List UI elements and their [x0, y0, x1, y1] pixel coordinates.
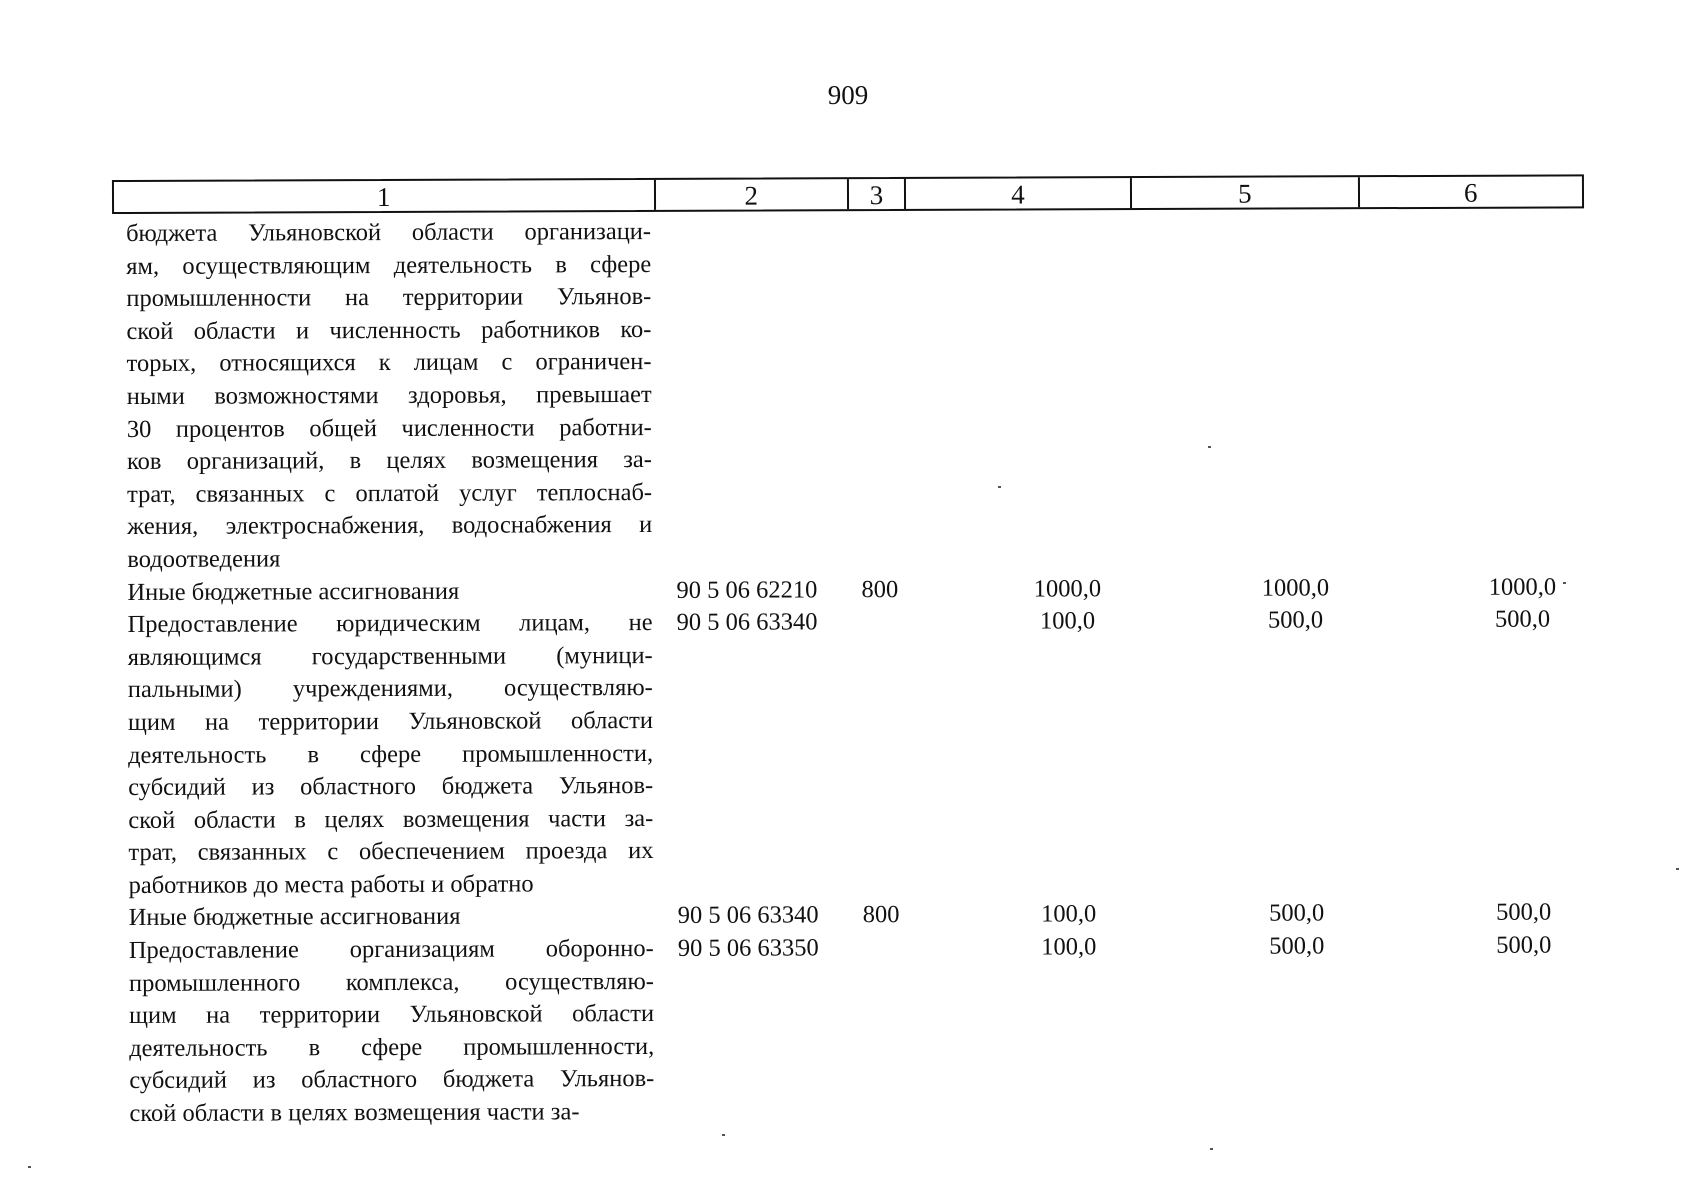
amount-col-6: 500,0 [1494, 605, 1551, 633]
description-line: промышленного комплекса, осуществляю- [128, 967, 654, 997]
row-description [129, 933, 655, 1131]
description-line: деятельность в сфере промышленности, [129, 1032, 655, 1062]
header-cell-4: 4 [906, 178, 1133, 209]
description-line: бюджета Ульяновской области организаци- [126, 217, 652, 247]
amount-col-5: 500,0 [1269, 899, 1325, 928]
page-number: 909 [827, 80, 869, 110]
description-line: работников до места работы и обратно [128, 870, 534, 899]
description-line: ской области и численность работников ко- [126, 315, 652, 345]
amount-col-6: 500,0 [1496, 931, 1552, 959]
scan-speck [1210, 1148, 1213, 1150]
scan-speck [1676, 868, 1679, 870]
expense-type-code: 800 [861, 575, 899, 603]
description-line: торых, относящихся к лицам с ограничен- [126, 348, 652, 378]
description-line: ской области в целях возмещения части за- [129, 1098, 580, 1128]
scan-speck [722, 1134, 725, 1136]
expense-type-code: 800 [862, 901, 900, 929]
description-line: Предоставление организациям оборонно- [128, 935, 654, 965]
amount-col-5: 500,0 [1267, 606, 1324, 634]
description-line: промышленности на территории Ульянов- [126, 283, 652, 313]
row-description [128, 607, 654, 902]
classification-code: 90 5 06 63340 [676, 608, 818, 637]
description-line: ными возможностями здоровья, превышает [126, 380, 652, 410]
amount-col-4: 100,0 [1041, 933, 1097, 961]
amount-col-5: 500,0 [1269, 932, 1325, 960]
description-line: 30 процентов общей численности работни- [126, 413, 652, 443]
amount-col-4: 100,0 [1041, 900, 1097, 928]
description-line: Иные бюджетные ассигнования [127, 577, 460, 606]
table-row [128, 603, 1599, 902]
description-line: Предоставление юридическим лицам, не [127, 609, 653, 639]
amount-col-6: 500,0 [1496, 899, 1552, 927]
table-row [126, 212, 1597, 576]
classification-code: 90 5 06 63350 [677, 934, 819, 962]
amount-col-4 [981, 214, 1151, 215]
description-line: пальными) учреждениями, осуществляю- [127, 674, 653, 704]
header-cell-1: 1 [114, 180, 656, 212]
classification-code: 90 5 06 62210 [676, 575, 818, 604]
amount-col-4: 100,0 [1039, 607, 1096, 635]
description-line: деятельность в сфере промышленности, [128, 739, 654, 769]
header-cell-5: 5 [1132, 177, 1359, 208]
description-line: субсидий из областного бюджета Ульянов- [129, 1065, 655, 1095]
row-description [129, 900, 654, 935]
row-description [127, 575, 652, 610]
scan-speck [1563, 582, 1566, 584]
description-line: Иные бюджетные ассигнования [128, 903, 461, 932]
amount-col-6 [1436, 212, 1606, 213]
classification-code: 90 5 06 63340 [677, 901, 819, 930]
table-body [126, 212, 1599, 1130]
amount-col-4: 1000,0 [1033, 574, 1102, 603]
table-row [129, 929, 1600, 1130]
scan-speck [28, 1166, 31, 1168]
amount-col-5 [1209, 213, 1379, 214]
description-line: трат, связанных с оплатой услуг теплоснаб- [127, 478, 653, 508]
scan-speck [998, 486, 1001, 488]
header-cell-2: 2 [655, 179, 849, 210]
amount-col-5: 1000,0 [1261, 573, 1330, 602]
description-line: трат, связанных с обеспечением проезда их [128, 837, 654, 867]
header-cell-3: 3 [849, 179, 906, 209]
description-line: водоотведения [127, 545, 281, 573]
description-line: ям, осуществляющим деятельность в сфере [126, 250, 652, 280]
amount-col-6: 1000,0 [1488, 573, 1557, 601]
scan-speck [1208, 446, 1211, 448]
table-header-row [112, 174, 1584, 214]
header-cell-6: 6 [1463, 177, 1478, 208]
description-line: субсидий из областного бюджета Ульянов- [128, 772, 654, 802]
description-line: жения, электроснабжения, водоснабжения и [127, 511, 653, 541]
description-line: являющимся государственными (муници- [127, 641, 653, 671]
description-line: щим на территории Ульяновской области [129, 1000, 655, 1030]
description-line: ской области в целях возмещения части за- [128, 804, 654, 834]
row-description [126, 216, 652, 577]
description-line: ков организаций, в целях возмещения за- [126, 446, 652, 476]
description-line: щим на территории Ульяновской области [127, 706, 653, 736]
